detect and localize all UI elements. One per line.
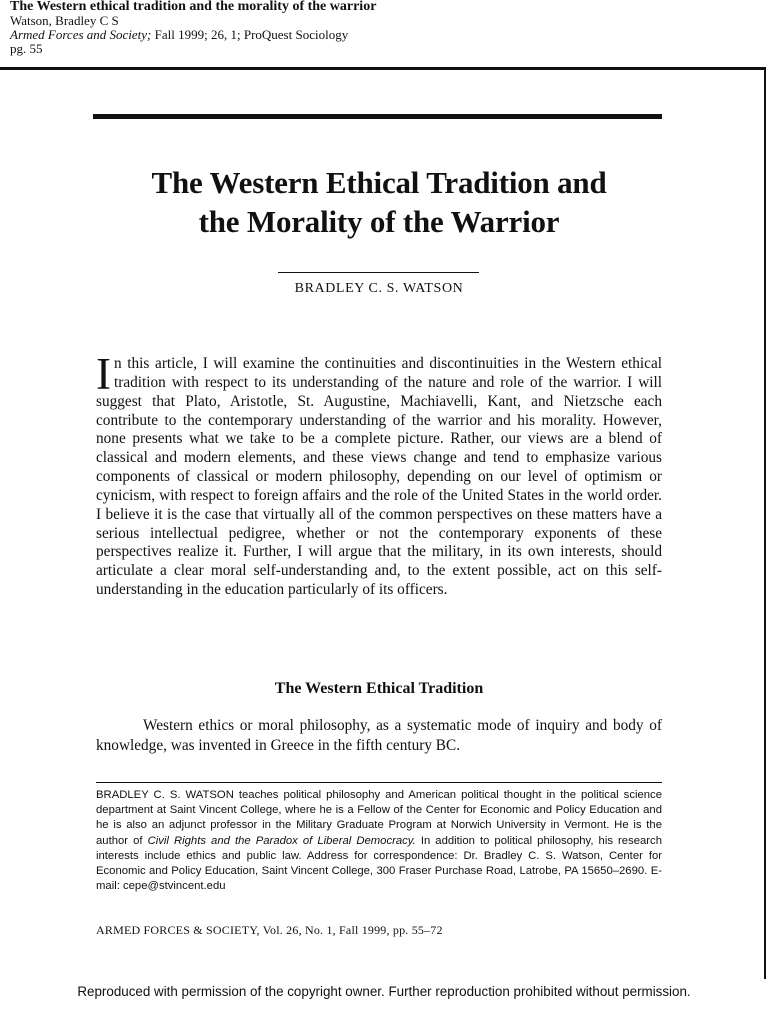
document-header [10, 0, 750, 56]
top-rule [93, 114, 662, 119]
document-page: pg. 55 [10, 41, 43, 56]
document-journal [10, 28, 750, 42]
journal-name: Armed Forces and Society; [10, 27, 152, 42]
article-title [93, 163, 665, 241]
footnote-book-title: Civil Rights and the Paradox of Liberal Democracy. [147, 834, 416, 847]
journal-issue: Fall 1999; 26, 1; ProQuest Sociology [151, 27, 349, 42]
footnote-part-2: In addition to political philosophy, his research interests include ethics and public law. Address for correspondence: Dr. Bradley C. S. Watson, Center for Economic and Policy Education, Saint Vincent College, 300 Fraser Purchase Road, Latrobe, PA 15650–2690. E-mail: cepe@stvincent.edu [96, 834, 662, 893]
drop-cap: I [96, 349, 111, 399]
footnote-part-1: BRADLEY C. S. WATSON teaches political philosophy and American political thought in the political science department at Saint Vincent College, where he is a Fellow of the Center for Economic and Policy Education and he is also an adjunct professor in the Military Graduate Program at Norwich University in Vermont. He is the author of [96, 789, 662, 847]
footnote-rule [96, 782, 662, 783]
journal-citation: ARMED FORCES & SOCIETY, Vol. 26, No. 1, Fall 1999, pp. 55–72 [96, 923, 443, 937]
article-title-line-1: The Western Ethical Tradition and [151, 165, 607, 200]
article-title-line-2: the Morality of the Warrior [198, 204, 560, 239]
document-author: Watson, Bradley C S [10, 13, 119, 28]
copyright-footer: Reproduced with permission of the copyright owner. Further reproduction prohibited without permission. [77, 984, 691, 999]
section-heading: The Western Ethical Tradition [274, 680, 484, 697]
author-rule [278, 272, 479, 273]
section-paragraph: Western ethics or moral philosophy, as a systematic mode of inquiry and body of knowledge, was invented in Greece in the fifth century BC. [96, 717, 662, 754]
document-title: The Western ethical tradition and the morality of the warrior [10, 0, 377, 14]
article-author: BRADLEY C. S. WATSON [294, 281, 464, 296]
intro-text: n this article, I will examine the continuities and discontinuities in the Western ethical tradition with respect to its understanding of the nature and role of the warrior. I will suggest that Plato, Aristotle, St. Augustine, Machiavelli, Kant, and Nietzsche each contribute to the contemporary understanding of the warrior and his morality. However, none presents what we take to be a complete picture. Rather, our views are a blend of classical and modern elements, and these views change and tend to emphasize various components of classical or modern philosophy, depending on our level of optimism or cynicism, with respect to foreign affairs and the role of the United States in the world order. I believe it is the case that virtually all of the common perspectives on these matters have a serious intellectual pedigree, whether or not the contemporary exponents of these perspectives realize it. Further, I will argue that the military, in its own interests, should articulate a clear moral self-understanding and, to the extent possible, act on this self-understanding in the education particularly of its officers. [96, 355, 662, 599]
author-footnote [96, 788, 662, 894]
intro-paragraph [96, 349, 662, 600]
